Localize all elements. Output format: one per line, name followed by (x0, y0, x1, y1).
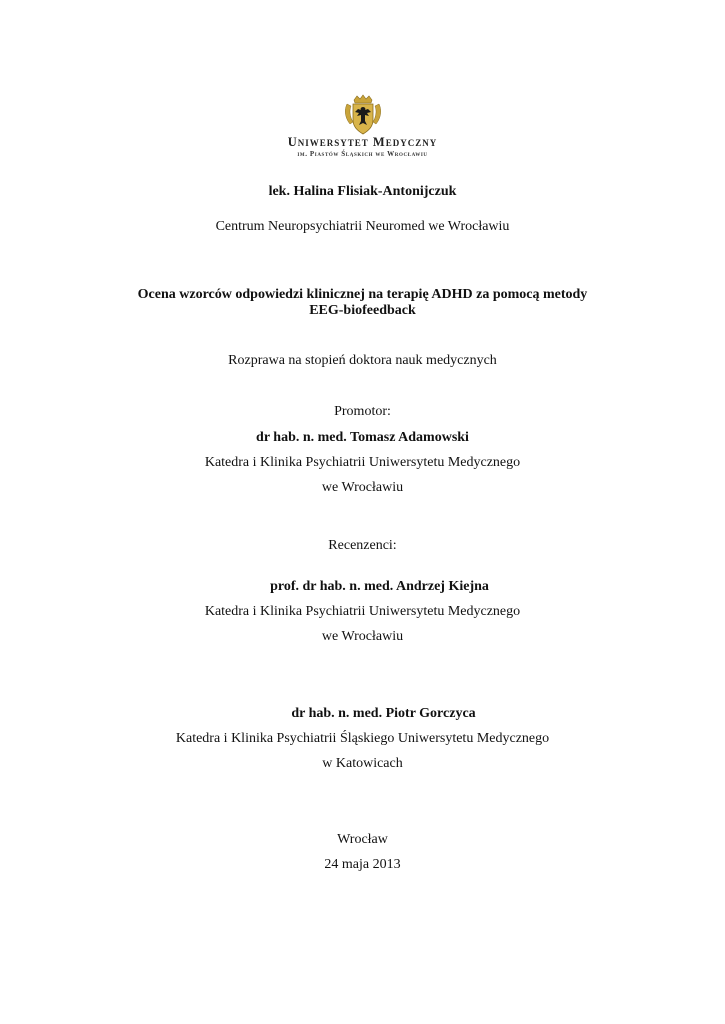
reviewer-2-name: dr hab. n. med. Piotr Gorczyca (291, 706, 476, 721)
reviewer-1-name: prof. dr hab. n. med. Andrzej Kiejna (270, 579, 489, 594)
reviewer-2-affiliation-line-2: w Katowicach (322, 756, 403, 771)
promotor-affiliation-line-2: we Wrocławiu (321, 480, 404, 495)
thesis-title-line-1: Ocena wzorców odpowiedzi klinicznej na terapię ADHD za pomocą metody (137, 287, 588, 302)
reviewer-1-affiliation-line-1: Katedra i Klinika Psychiatrii Uniwersytetu Medycznego (204, 604, 521, 619)
reviewer-2-affiliation-line-1: Katedra i Klinika Psychiatrii Śląskiego Uniwersytetu Medycznego (175, 731, 550, 746)
reviewers-label: Recenzenci: (328, 538, 397, 553)
author-name: lek. Halina Flisiak-Antonijczuk (268, 184, 457, 199)
promotor-name: dr hab. n. med. Tomasz Adamowski (256, 430, 469, 445)
thesis-title-line-2: EEG-biofeedback (309, 303, 416, 318)
promotor-affiliation-line-1: Katedra i Klinika Psychiatrii Uniwersytetu Medycznego (204, 455, 521, 470)
footer-date: 24 maja 2013 (324, 857, 401, 872)
university-crest-logo (341, 94, 385, 136)
promotor-label: Promotor: (334, 404, 391, 419)
author-affiliation: Centrum Neuropsychiatrii Neuromed we Wrocławiu (215, 219, 510, 234)
reviewer-1-affiliation-line-2: we Wrocławiu (321, 629, 404, 644)
thesis-degree: Rozprawa na stopień doktora nauk medycznych (228, 353, 497, 368)
footer-city: Wrocław (337, 832, 388, 847)
university-subname: im. Piastów Śląskich we Wrocławiu (297, 150, 428, 158)
university-name: Uniwersytet Medyczny (287, 135, 438, 149)
